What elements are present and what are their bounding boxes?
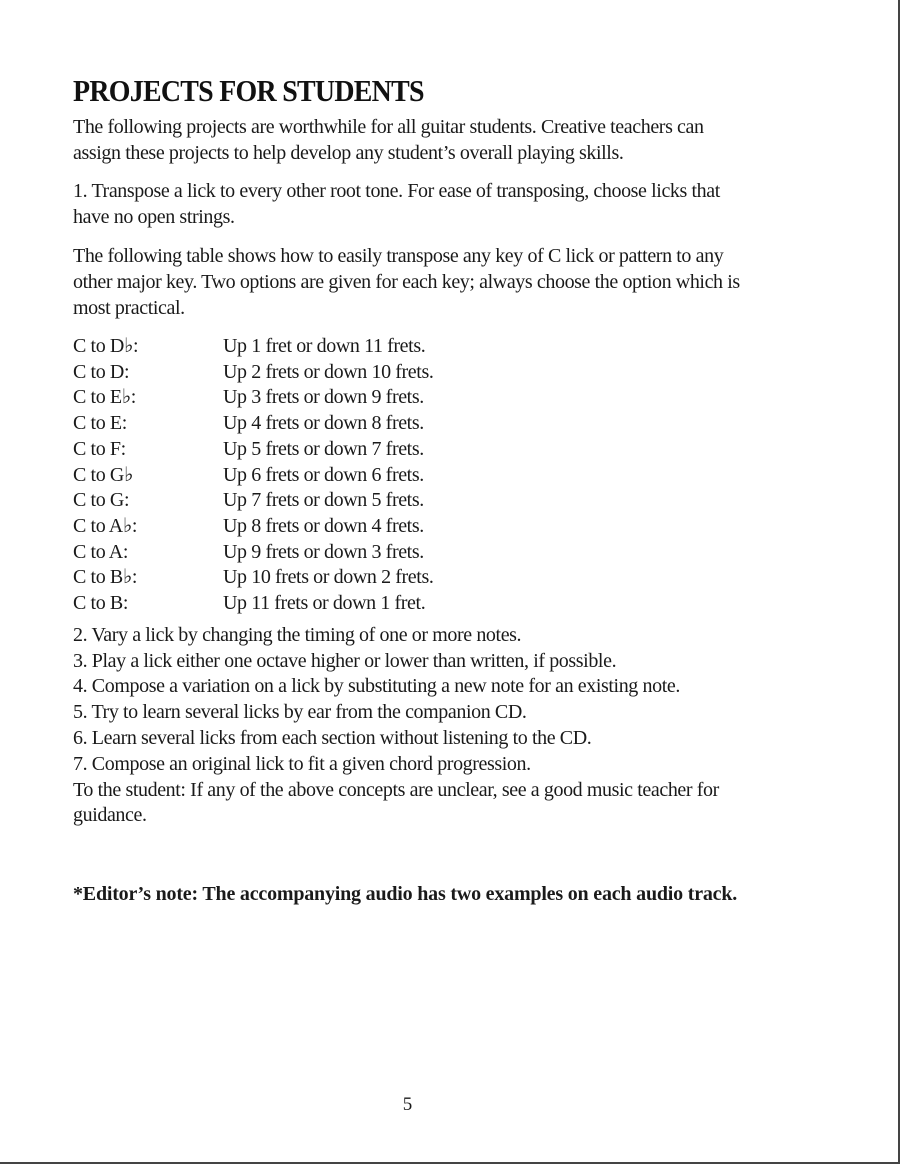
list-item: 5. Try to learn several licks by ear from the companion CD. bbox=[73, 701, 527, 724]
table-row bbox=[73, 334, 745, 360]
table-key: C to F: bbox=[73, 437, 126, 460]
project-1-paragraph: 1. Transpose a lick to every other root tone. For ease of transposing, choose licks that have no open strings. bbox=[73, 180, 720, 228]
table-key: C to D: bbox=[73, 360, 130, 383]
table-row bbox=[73, 463, 745, 489]
table-value: Up 1 fret or down 11 frets. bbox=[223, 335, 426, 357]
table-value: Up 11 frets or down 1 fret. bbox=[223, 592, 426, 615]
transpose-table bbox=[73, 334, 745, 617]
table-value: Up 5 frets or down 7 frets. bbox=[223, 437, 424, 460]
table-value: Up 9 frets or down 3 frets. bbox=[223, 540, 424, 563]
list-item: 3. Play a lick either one octave higher or lower than written, if possible. bbox=[73, 649, 617, 672]
table-value: Up 7 frets or down 5 frets. bbox=[223, 489, 424, 512]
page-content bbox=[73, 72, 745, 907]
table-row bbox=[73, 411, 745, 437]
table-value: Up 6 frets or down 6 frets. bbox=[223, 463, 424, 486]
table-value: Up 2 frets or down 10 frets. bbox=[223, 360, 434, 383]
list-item: 6. Learn several licks from each section without listening to the CD. bbox=[73, 726, 592, 749]
table-key: C to A♭: bbox=[73, 514, 138, 537]
projects-list bbox=[73, 623, 745, 829]
page-number: 5 bbox=[402, 1094, 413, 1115]
editor-note: *Editor’s note: The accompanying audio has two examples on each audio track. bbox=[73, 883, 738, 906]
list-item: 7. Compose an original lick to fit a given chord progression. bbox=[73, 752, 531, 775]
table-row bbox=[73, 591, 745, 617]
table-value: Up 10 frets or down 2 frets. bbox=[223, 566, 434, 589]
table-row bbox=[73, 360, 745, 386]
table-value: Up 3 frets or down 9 frets. bbox=[223, 386, 424, 409]
table-key: C to B♭: bbox=[73, 566, 138, 589]
table-row bbox=[73, 514, 745, 540]
table-row bbox=[73, 488, 745, 514]
table-key: C to G♭ bbox=[73, 463, 133, 486]
table-key: C to G: bbox=[73, 489, 130, 512]
table-row bbox=[73, 565, 745, 591]
table-row bbox=[73, 437, 745, 463]
table-key: C to B: bbox=[73, 592, 128, 615]
table-intro-paragraph: The following table shows how to easily transpose any key of C lick or pattern to any other major key. Two options are given for each key; always choose the option which is most practical. bbox=[73, 245, 740, 319]
table-key: C to D♭: bbox=[73, 335, 139, 357]
table-value: Up 4 frets or down 8 frets. bbox=[223, 412, 424, 435]
intro-paragraph: The following projects are worthwhile for all guitar students. Creative teachers can assign these projects to help develop any student’s overall playing skills. bbox=[73, 116, 704, 164]
list-item: 2. Vary a lick by changing the timing of one or more notes. bbox=[73, 623, 522, 646]
table-row bbox=[73, 540, 745, 566]
table-row bbox=[73, 385, 745, 411]
list-item: 4. Compose a variation on a lick by substituting a new note for an existing note. bbox=[73, 675, 680, 698]
table-key: C to A: bbox=[73, 540, 128, 563]
table-key: C to E: bbox=[73, 412, 127, 435]
page-title: PROJECTS FOR STUDENTS bbox=[73, 73, 424, 108]
student-note: To the student: If any of the above concepts are unclear, see a good music teacher for guidance. bbox=[73, 778, 719, 827]
table-value: Up 8 frets or down 4 frets. bbox=[223, 514, 424, 537]
table-key: C to E♭: bbox=[73, 386, 136, 409]
